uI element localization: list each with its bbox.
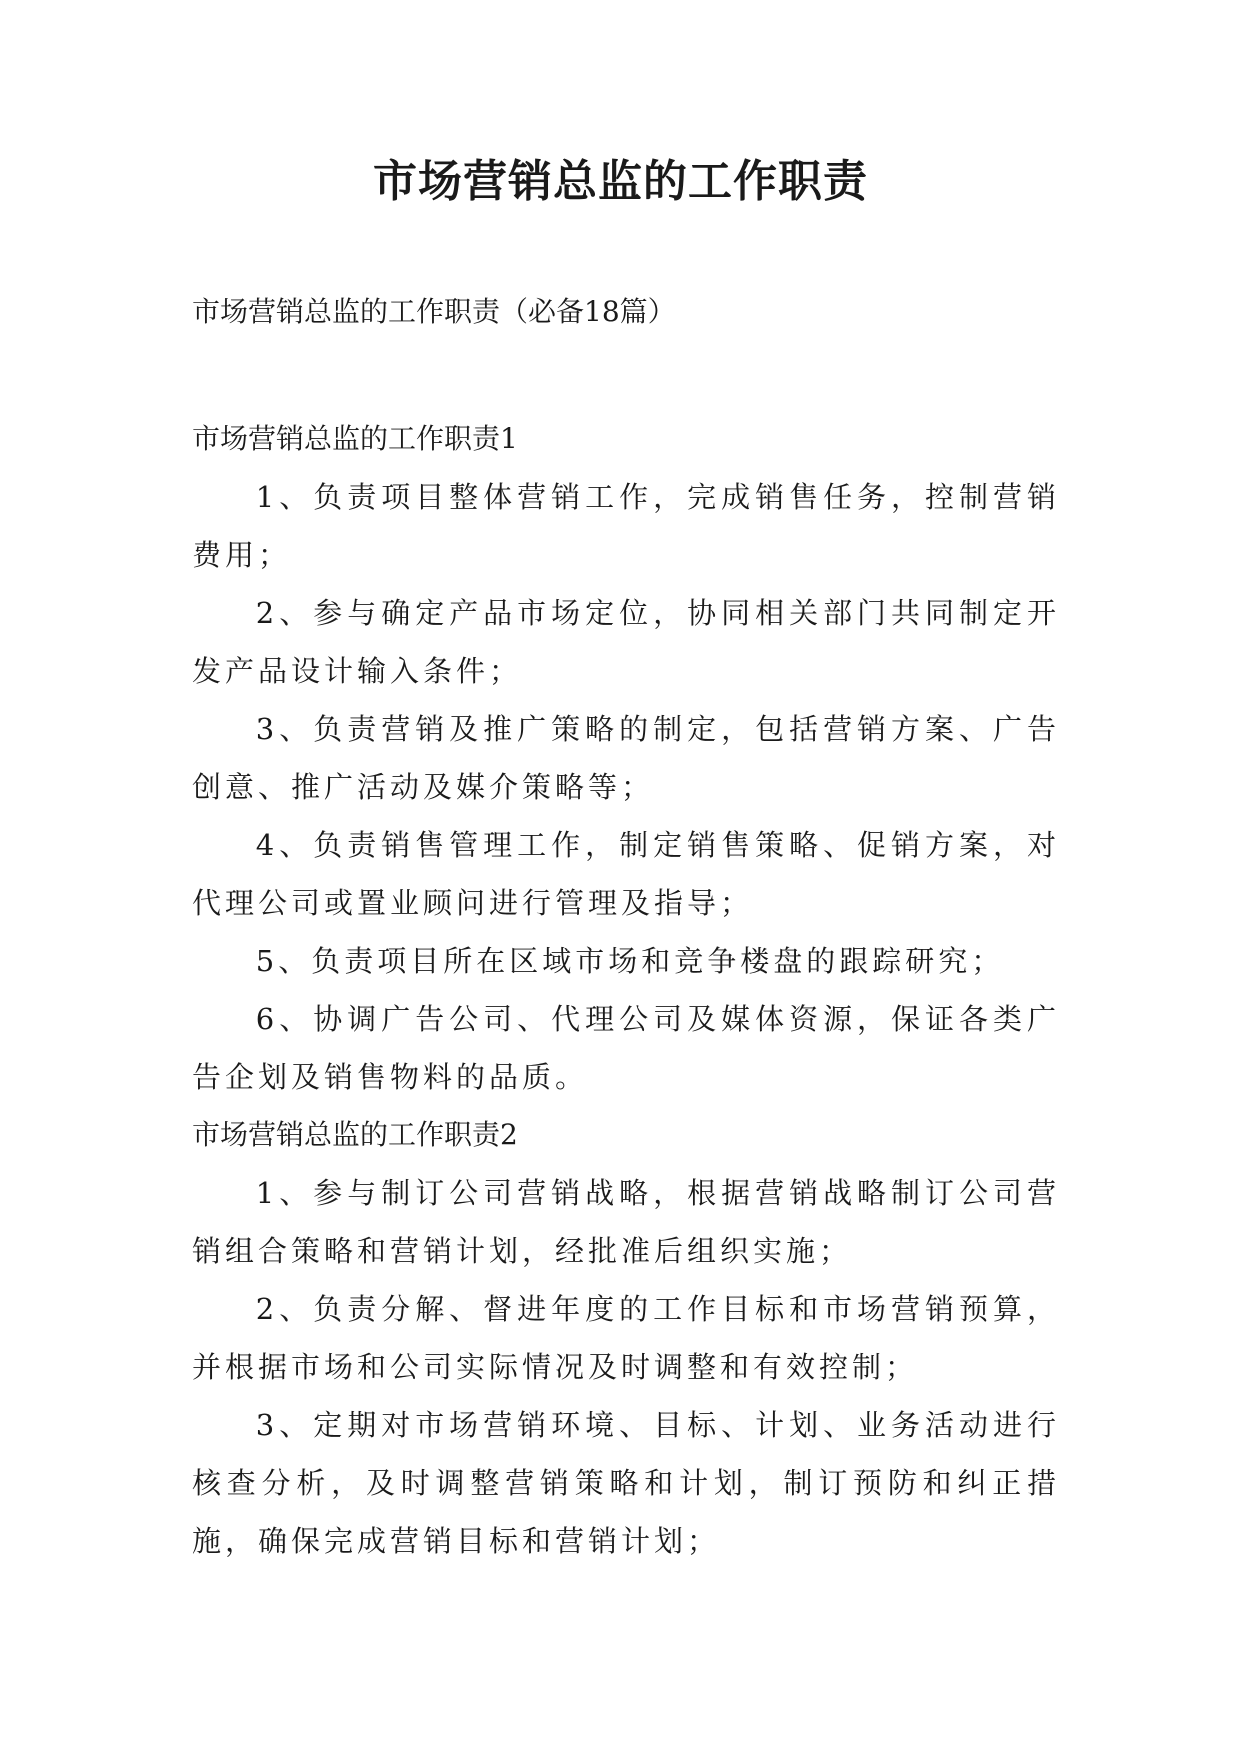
list-item: 1、参与制订公司营销战略，根据营销战略制订公司营销组合策略和营销计划，经批准后组织实施； xyxy=(192,1176,1060,1268)
document-body xyxy=(192,410,1060,1570)
document-title: 市场营销总监的工作职责 xyxy=(373,156,868,207)
section-heading: 市场营销总监的工作职责2 xyxy=(192,1118,518,1151)
list-item: 3、负责营销及推广策略的制定，包括营销方案、广告创意、推广活动及媒介策略等； xyxy=(192,712,1060,804)
list-item: 4、负责销售管理工作，制定销售策略、促销方案，对代理公司或置业顾问进行管理及指导； xyxy=(192,828,1060,920)
section-heading: 市场营销总监的工作职责1 xyxy=(192,422,518,455)
section-2 xyxy=(192,1106,1060,1570)
list-item: 1、负责项目整体营销工作，完成销售任务，控制营销费用； xyxy=(192,480,1060,572)
list-item: 3、定期对市场营销环境、目标、计划、业务活动进行核查分析，及时调整营销策略和计划，制订预防和纠正措施，确保完成营销目标和营销计划； xyxy=(192,1408,1060,1558)
list-item: 2、参与确定产品市场定位，协同相关部门共同制定开发产品设计输入条件； xyxy=(192,596,1060,688)
list-item: 6、协调广告公司、代理公司及媒体资源，保证各类广告企划及销售物料的品质。 xyxy=(192,1002,1060,1094)
list-item: 2、负责分解、督进年度的工作目标和市场营销预算，并根据市场和公司实际情况及时调整和有效控制； xyxy=(192,1292,1060,1384)
section-1 xyxy=(192,410,1060,1106)
document-subtitle: 市场营销总监的工作职责（必备18篇） xyxy=(192,295,676,328)
list-item: 5、负责项目所在区域市场和竞争楼盘的跟踪研究； xyxy=(255,944,1005,978)
